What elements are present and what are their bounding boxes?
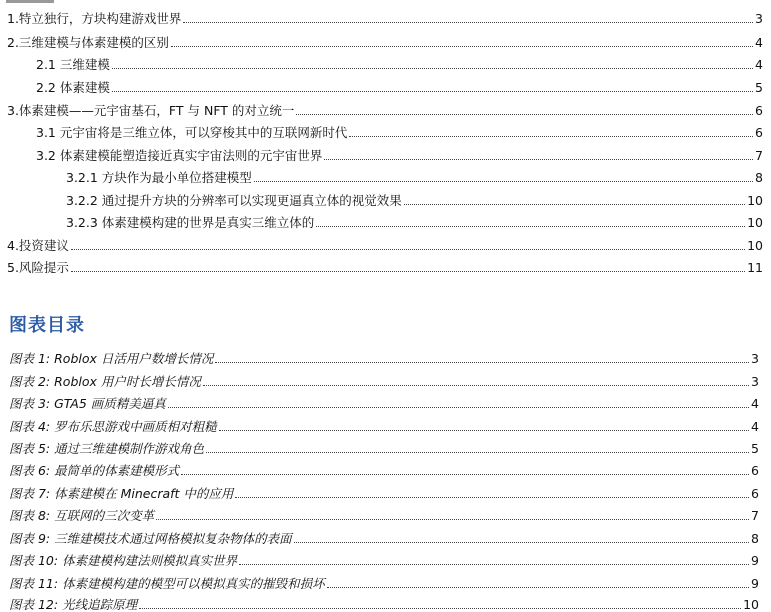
figure-entry[interactable]: [0, 434, 771, 456]
toc-entry-title: 3.2.3 体素建模构建的世界是真实三维立体的: [66, 215, 315, 230]
dot-leader: [71, 249, 745, 250]
dot-leader: [203, 385, 749, 386]
toc-entry-page: 5: [755, 80, 763, 95]
dot-leader: [156, 519, 749, 520]
figure-entry[interactable]: [0, 501, 771, 523]
figure-entry-page: 9: [751, 553, 759, 568]
figure-entry-title: 图表 9: 三维建模技术通过网格模拟复杂物体的表面: [9, 531, 292, 546]
toc-entry[interactable]: [0, 96, 771, 118]
toc-entry-title: 3.体素建模——元宇宙基石，FT 与 NFT 的对立统一: [7, 103, 295, 118]
figure-entry[interactable]: [0, 456, 771, 478]
dot-leader: [294, 542, 749, 543]
figure-entry-page: 10: [743, 597, 759, 612]
dot-leader: [254, 181, 753, 182]
toc-entry-title: 3.1 元宇宙将是三维立体，可以穿梭其中的互联网新时代: [36, 125, 348, 140]
figure-entry-page: 6: [751, 463, 759, 478]
figure-entry-page: 3: [751, 351, 759, 366]
dot-leader: [181, 474, 749, 475]
dot-leader: [171, 46, 753, 47]
figure-entry-title: 图表 8: 互联网的三次变革: [9, 508, 155, 523]
figure-entry-page: 3: [751, 374, 759, 389]
dot-leader: [324, 159, 753, 160]
figure-entry-title: 图表 12: 光线追踪原理: [9, 597, 138, 612]
figure-entry[interactable]: [0, 569, 771, 591]
toc-entry-page: 4: [755, 57, 763, 72]
top-edge-fragment: [6, 0, 54, 3]
toc-entry-page: 10: [747, 238, 763, 253]
dot-leader: [296, 114, 753, 115]
toc-entry-page: 6: [755, 103, 763, 118]
dot-leader: [71, 271, 745, 272]
toc-entry-title: 2.三维建模与体素建模的区别: [7, 35, 169, 50]
toc-entry-title: 3.2 体素建模能塑造接近真实宇宙法则的元宇宙世界: [36, 148, 323, 163]
dot-leader: [349, 136, 753, 137]
dot-leader: [206, 452, 749, 453]
figure-entry-title: 图表 7: 体素建模在 Minecraft 中的应用: [9, 486, 234, 501]
toc-entry-page: 11: [747, 260, 763, 275]
toc-entry-page: 8: [755, 170, 763, 185]
dot-leader: [235, 497, 749, 498]
figure-entry-page: 6: [751, 486, 759, 501]
toc-entry-page: 7: [755, 148, 763, 163]
figure-entry[interactable]: [0, 367, 771, 389]
figure-entry-title: 图表 10: 体素建模构建法则模拟真实世界: [9, 553, 238, 568]
toc-entry[interactable]: [0, 118, 771, 140]
toc-entry[interactable]: [0, 50, 771, 72]
toc-entry-title: 1.特立独行，方块构建游戏世界: [7, 11, 182, 26]
figure-entry[interactable]: [0, 344, 771, 366]
figure-entry-page: 7: [751, 508, 759, 523]
toc-entry[interactable]: [0, 141, 771, 163]
toc-entry-page: 10: [747, 215, 763, 230]
toc-entry-page: 4: [755, 35, 763, 50]
toc-entry[interactable]: [0, 253, 771, 275]
dot-leader: [168, 407, 749, 408]
figure-entry[interactable]: [0, 524, 771, 546]
toc-entry[interactable]: [0, 73, 771, 95]
toc-entry-page: 6: [755, 125, 763, 140]
dot-leader: [316, 226, 745, 227]
figure-entry-page: 4: [751, 396, 759, 411]
toc-entry[interactable]: [0, 208, 771, 230]
toc-entry-title: 3.2.2 通过提升方块的分辨率可以实现更逼真立体的视觉效果: [66, 193, 402, 208]
figure-entry-title: 图表 11: 体素建模构建的模型可以模拟真实的摧毁和损坏: [9, 576, 325, 591]
toc-entry[interactable]: [0, 163, 771, 185]
dot-leader: [219, 430, 749, 431]
toc-entry[interactable]: [0, 231, 771, 253]
figure-entry[interactable]: [0, 590, 771, 612]
dot-leader: [404, 204, 745, 205]
toc-entry-page: 10: [747, 193, 763, 208]
figure-entry[interactable]: [0, 479, 771, 501]
figure-entry-page: 4: [751, 419, 759, 434]
dot-leader: [215, 362, 749, 363]
toc-entry-title: 3.2.1 方块作为最小单位搭建模型: [66, 170, 252, 185]
figure-entry[interactable]: [0, 546, 771, 568]
figure-entry-title: 图表 6: 最简单的体素建模形式: [9, 463, 180, 478]
figure-entry-title: 图表 2: Roblox 用户时长增长情况: [9, 374, 201, 389]
dot-leader: [112, 68, 753, 69]
figure-entry[interactable]: [0, 389, 771, 411]
figure-entry[interactable]: [0, 412, 771, 434]
dot-leader: [239, 564, 749, 565]
toc-entry[interactable]: [0, 186, 771, 208]
figure-entry-title: 图表 4: 罗布乐思游戏中画质相对粗糙: [9, 419, 217, 434]
figure-entry-title: 图表 3: GTA5 画质精美逼真: [9, 396, 166, 411]
toc-entry-title: 2.1 三维建模: [36, 57, 110, 72]
figure-entry-page: 5: [751, 441, 759, 456]
toc-entry-title: 2.2 体素建模: [36, 80, 110, 95]
figure-index-heading: 图表目录: [9, 315, 85, 336]
dot-leader: [327, 587, 749, 588]
dot-leader: [112, 91, 753, 92]
toc-entry-title: 5.风险提示: [7, 260, 69, 275]
figure-entry-page: 9: [751, 576, 759, 591]
figure-entry-title: 图表 5: 通过三维建模制作游戏角色: [9, 441, 205, 456]
toc-entry-page: 3: [755, 11, 763, 26]
figure-entry-page: 8: [751, 531, 759, 546]
dot-leader: [139, 608, 741, 609]
toc-entry[interactable]: [0, 4, 771, 26]
figure-entry-title: 图表 1: Roblox 日活用户数增长情况: [9, 351, 214, 366]
toc-entry[interactable]: [0, 28, 771, 50]
dot-leader: [183, 22, 753, 23]
toc-entry-title: 4.投资建议: [7, 238, 69, 253]
